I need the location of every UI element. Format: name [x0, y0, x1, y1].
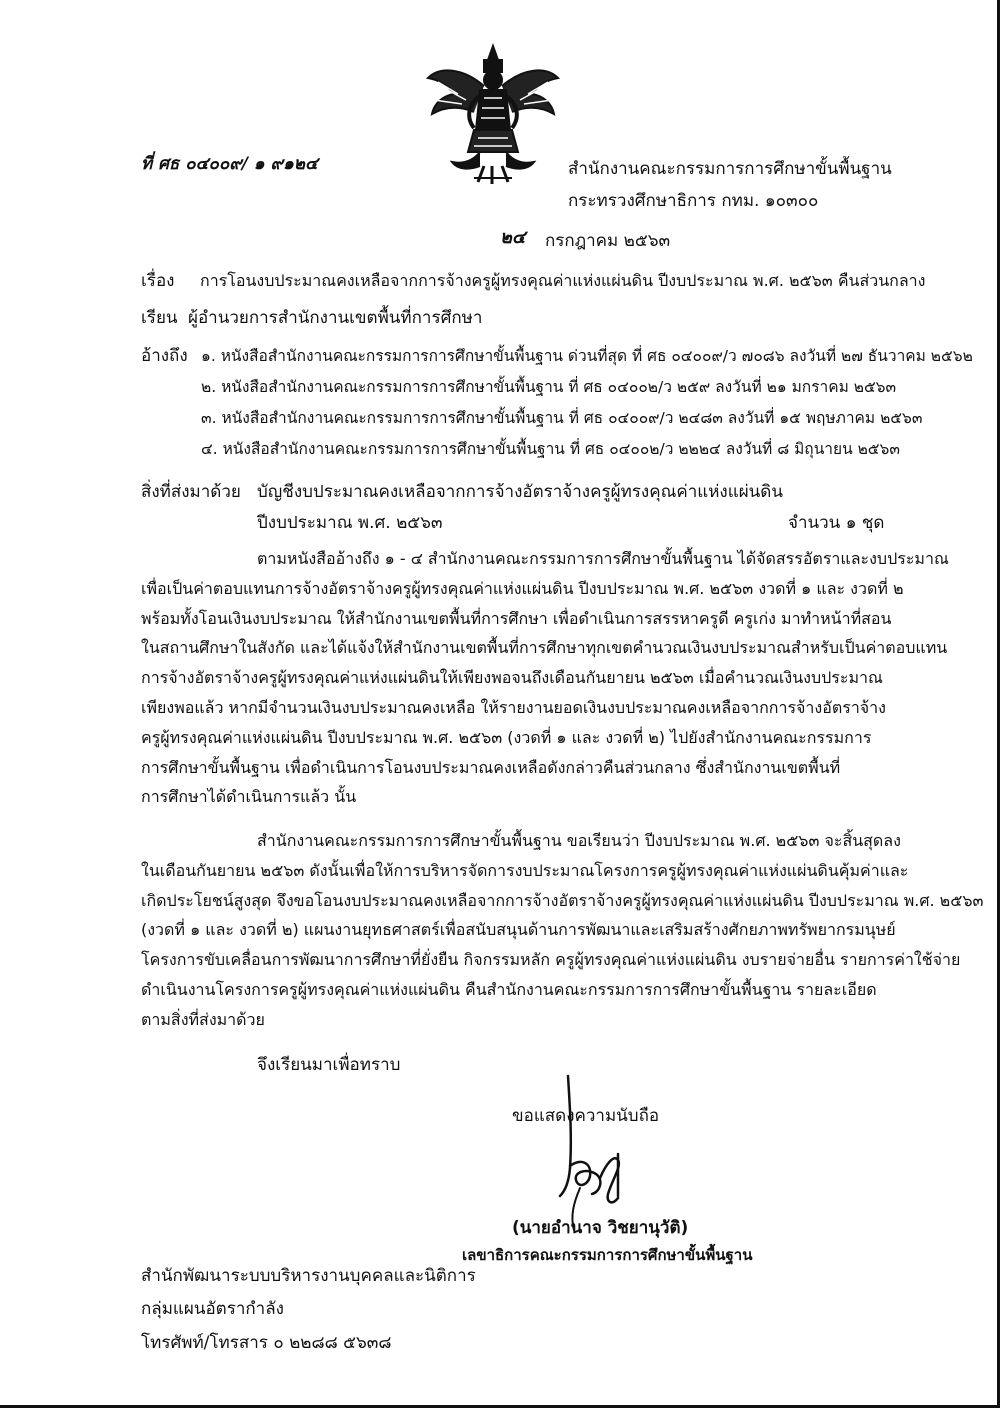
footer-department: สำนักพัฒนาระบบบริหารงานบุคคลและนิติการ	[141, 1266, 476, 1286]
paragraph-line: ดำเนินงานโครงการครูผู้ทรงคุณค่าแห่งแผ่นดิน คืนสำนักงานคณะกรรมการการศึกษาขั้นพื้นฐาน รายละเอียด	[141, 979, 877, 999]
reference-item: ๓. หนังสือสำนักงานคณะกรรมการการศึกษาขั้นพื้นฐาน ที่ ศธ ๐๔๐๐๙/ว ๒๔๘๓ ลงวันที่ ๑๕ พฤษภาคม ๒๕๖๓	[201, 409, 923, 427]
closing-line: จึงเรียนมาเพื่อทราบ	[257, 1055, 401, 1075]
paragraph-line: เพื่อเป็นค่าตอบแทนการจ้างอัตราจ้างครูผู้ทรงคุณค่าแห่งแผ่นดิน ปีงบประมาณ พ.ศ. ๒๕๖๓ งวดที่ ๑ และ งวดที่ ๒	[141, 578, 904, 598]
subject-text: การโอนงบประมาณคงเหลือจากการจ้างครูผู้ทรงคุณค่าแห่งแผ่นดิน ปีงบประมาณ พ.ศ. ๒๕๖๓ คืนส่วนกลาง	[200, 271, 926, 290]
signer-name: (นายอำนาจ วิชยานุวัติ)	[512, 1218, 689, 1238]
garuda-emblem	[418, 38, 568, 188]
regards-line: ขอแสดงความนับถือ	[512, 1106, 660, 1126]
enclosure-quantity: จำนวน ๑ ชุด	[788, 513, 885, 533]
paragraph-line: ตามสิ่งที่ส่งมาด้วย	[141, 1009, 265, 1029]
date-day: ๒๔	[500, 227, 526, 248]
signature	[540, 1068, 670, 1238]
org-address: กระทรวงศึกษาธิการ กทม. ๑๐๓๐๐	[568, 191, 819, 211]
reference-number: ที่ ศธ ๐๔๐๐๙/ ๑ ๙๑๒๔	[141, 154, 318, 174]
enclosure-label: สิ่งที่ส่งมาด้วย	[141, 482, 241, 502]
footer-phone: โทรศัพท์/โทรสาร ๐ ๒๒๘๘ ๕๖๓๘	[141, 1333, 392, 1353]
paragraph-line: พร้อมทั้งโอนเงินงบประมาณ ให้สำนักงานเขตพื้นที่การศึกษา เพื่อดำเนินการสรรหาครูดี ครูเก่ง มาทำหน้าที่สอน	[141, 608, 892, 628]
body-paragraph-1	[141, 544, 949, 812]
footer-group: กลุ่มแผนอัตรากำลัง	[141, 1299, 284, 1319]
org-name: สำนักงานคณะกรรมการการศึกษาขั้นพื้นฐาน	[568, 159, 892, 179]
paragraph-line: ตามหนังสืออ้างถึง ๑ - ๔ สำนักงานคณะกรรมการการศึกษาขั้นพื้นฐาน ได้จัดสรรอัตราและงบประมาณ	[257, 549, 949, 568]
subject-label: เรื่อง	[141, 271, 175, 291]
reference-item: ๔. หนังสือสำนักงานคณะกรรมการการศึกษาขั้นพื้นฐาน ที่ ศธ ๐๔๐๐๒/ว ๒๒๒๔ ลงวันที่ ๘ มิถุนายน ๒๕๖๓	[201, 440, 900, 458]
paragraph-line: สำนักงานคณะกรรมการการศึกษาขั้นพื้นฐาน ขอเรียนว่า ปีงบประมาณ พ.ศ. ๒๕๖๓ จะสิ้นสุดลง	[257, 831, 901, 850]
paragraph-line: ในสถานศึกษาในสังกัด และได้แจ้งให้สำนักงานเขตพื้นที่การศึกษาทุกเขตคำนวณเงินงบประมาณสำหรับเป็นค่าตอบแทน	[141, 638, 948, 658]
paragraph-line: โครงการขับเคลื่อนการพัฒนาการศึกษาที่ยั่งยืน กิจกรรมหลัก ครูผู้ทรงคุณค่าแห่งแผ่นดิน งบรายจ่ายอื่น รายการค่าใช้จ่าย	[141, 950, 961, 970]
reference-item: ๒. หนังสือสำนักงานคณะกรรมการการศึกษาขั้นพื้นฐาน ที่ ศธ ๐๔๐๐๒/ว ๒๕๙ ลงวันที่ ๒๑ มกราคม ๒๕๖๓	[201, 378, 897, 396]
paragraph-line: การศึกษาขั้นพื้นฐาน เพื่อดำเนินการโอนงบประมาณคงเหลือดังกล่าวคืนส่วนกลาง ซึ่งสำนักงานเขตพื้นที่	[141, 757, 841, 777]
paragraph-line: ครูผู้ทรงคุณค่าแห่งแผ่นดิน ปีงบประมาณ พ.ศ. ๒๕๖๓ (งวดที่ ๑ และ งวดที่ ๒) ไปยังสำนักงานคณะกรรมการ	[141, 727, 872, 747]
to-label: เรียน	[141, 308, 178, 328]
reference-item: ๑. หนังสือสำนักงานคณะกรรมการการศึกษาขั้นพื้นฐาน ด่วนที่สุด ที่ ศธ ๐๔๐๐๙/ว ๗๐๘๖ ลงวันที่ ๒๗ ธันวาคม ๒๕๖๒	[201, 347, 973, 365]
body-paragraph-2	[141, 826, 983, 1035]
enclosure-line-2: ปีงบประมาณ พ.ศ. ๒๕๖๓	[257, 513, 443, 533]
paragraph-line: เกิดประโยชน์สูงสุด จึงขอโอนงบประมาณคงเหลือจากการจ้างอัตราจ้างครูผู้ทรงคุณค่าแห่งแผ่นดิน ปีงบประมาณ พ.ศ. ๒๕๖๓	[141, 890, 984, 910]
references-label: อ้างถึง	[141, 346, 188, 366]
paragraph-line: การจ้างอัตราจ้างครูผู้ทรงคุณค่าแห่งแผ่นดินให้เพียงพอจนถึงเดือนกันยายน ๒๕๖๓ เมื่อคำนวณเงินงบประมาณ	[141, 668, 883, 688]
to-text: ผู้อำนวยการสำนักงานเขตพื้นที่การศึกษา	[188, 308, 483, 328]
enclosure-line-1: บัญชีงบประมาณคงเหลือจากการจ้างอัตราจ้างครูผู้ทรงคุณค่าแห่งแผ่นดิน	[257, 482, 783, 502]
paragraph-line: (งวดที่ ๑ และ งวดที่ ๒) แผนงานยุทธศาสตร์เพื่อสนับสนุนด้านการพัฒนาและเสริมสร้างศักยภาพทรัพยากรมนุษย์	[141, 920, 896, 940]
paragraph-line: การศึกษาได้ดำเนินการแล้ว นั้น	[141, 787, 357, 807]
signer-title: เลขาธิการคณะกรรมการการศึกษาขั้นพื้นฐาน	[462, 1246, 753, 1264]
date-month-year: กรกฎาคม ๒๕๖๓	[545, 231, 671, 251]
paragraph-line: เพียงพอแล้ว หากมีจำนวนเงินงบประมาณคงเหลือ ให้รายงานยอดเงินงบประมาณคงเหลือจากการจ้างอัตราจ้าง	[141, 697, 886, 717]
paragraph-line: ในเดือนกันยายน ๒๕๖๓ ดังนั้นเพื่อให้การบริหารจัดการงบประมาณโครงการครูผู้ทรงคุณค่าแห่งแผ่นดินคุ้มค่าและ	[141, 860, 909, 880]
